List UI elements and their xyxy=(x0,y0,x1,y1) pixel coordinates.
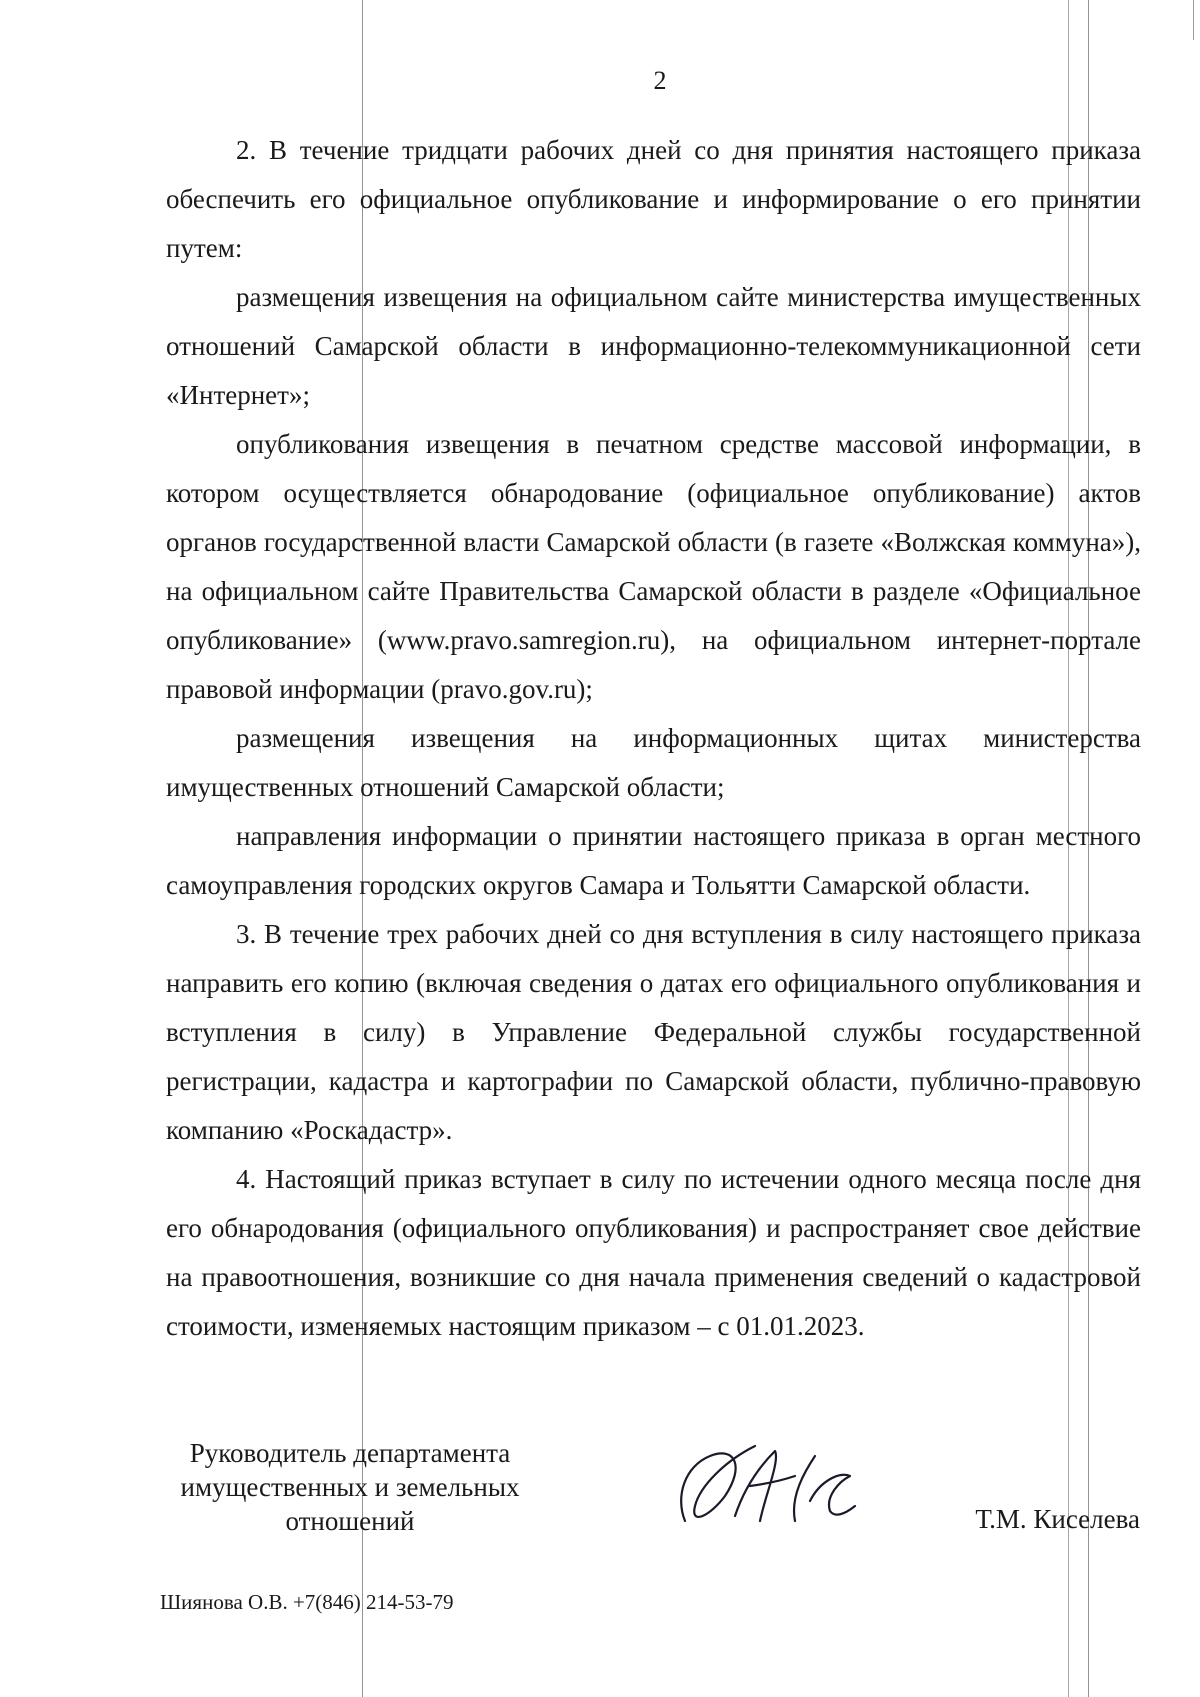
paragraph-info-boards: размещения извещения на информационных щитах министерства имущественных отношений Самарской области; xyxy=(166,723,1141,802)
signatory-title-line: Руководитель департамента xyxy=(189,1438,511,1468)
paragraph-item-2: 2. В течение тридцати рабочих дней со дня принятия настоящего приказа обеспечить его официальное опубликование и информирование о его принятии путем: xyxy=(166,135,1141,263)
signatory-title xyxy=(160,1436,540,1538)
signature-block xyxy=(160,1436,1140,1546)
paragraph-item-4: 4. Настоящий приказ вступает в силу по истечении одного месяца после дня его обнародования (официального опубликования) и распространяет свое действие на правоотношения, возникшие со дня начала применения сведений о кадастровой стоимости, изменяемых настоящим приказом – с 01.01.2023. xyxy=(166,1164,1141,1341)
paragraph-publication: опубликования извещения в печатном средстве массовой информации, в котором осуществляется обнародование (официальное опубликование) актов органов государственной власти Самарской области (в газете «Волжская коммуна»), на официальном сайте Правительства Самарской области в разделе «Официальное опубликование» (www.pravo.samregion.ru), на официальном интернет-портале правовой информации (pravo.gov.ru); xyxy=(166,429,1141,704)
signatory-name: Т.М. Киселева xyxy=(975,1504,1140,1534)
page-number: 2 xyxy=(653,66,667,95)
signatory-title-line: отношений xyxy=(285,1506,415,1536)
document-body xyxy=(166,126,1141,1351)
handwritten-signature xyxy=(665,1426,865,1536)
signatory-title-line: имущественных и земельных xyxy=(180,1472,520,1502)
paragraph-item-3: 3. В течение трех рабочих дней со дня вступления в силу настоящего приказа направить его копию (включая сведения о датах его официального опубликования и вступления в силу) в Управление Федеральной службы государственной регистрации, кадастра и картографии по Самарской области, публично-правовую компанию «Роскадастр». xyxy=(166,919,1141,1145)
paragraph-local-government: направления информации о принятии настоящего приказа в орган местного самоуправления городских округов Самара и Тольятти Самарской области. xyxy=(166,821,1141,900)
paragraph-website: размещения извещения на официальном сайте министерства имущественных отношений Самарской области в информационно-телекоммуникационной сети «Интернет»; xyxy=(166,282,1141,410)
executor-contact: Шиянова О.В. +7(846) 214-53-79 xyxy=(160,1590,454,1614)
scan-artifact-line xyxy=(1193,0,1194,40)
